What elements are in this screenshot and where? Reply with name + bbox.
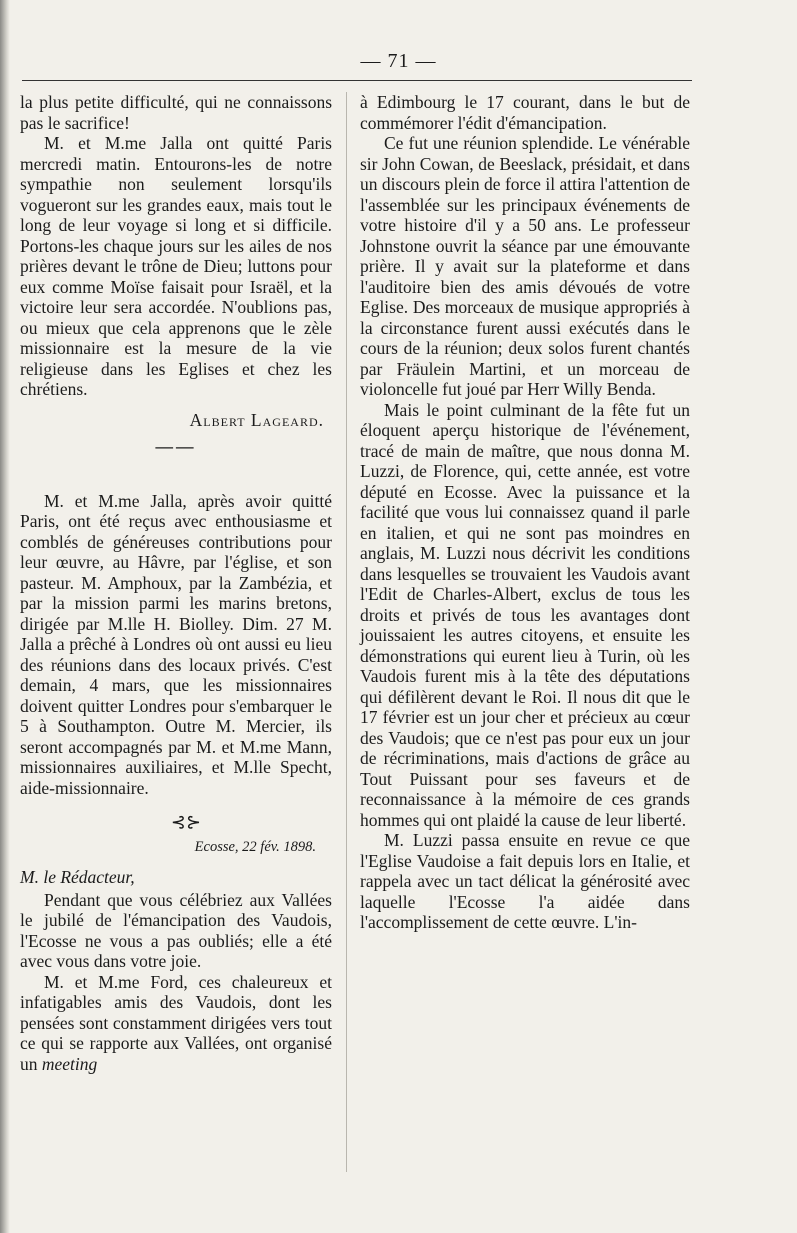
right-paragraph-2: Ce fut une réunion splendide. Le vénérable sir John Cowan, de Beeslack, présidait, et dans un discours plein de force il attira l'attention de l'assemblée sur les principaux événements de votre histoire d'il y a 50 ans. Le professeur Johnstone ouvrit la séance par une émouvante prière. Il y avait sur la plateforme et dans l'auditoire bien des amis dévoués de votre Eglise. Des morceaux de musique appropriés à la circonstance furent aussi exécutés dans le cours de la réunion; deux solos furent chantés par Fräulein Martini, et un morceau de violoncelle fut joué par Herr Willy Benda. — [360, 133, 690, 399]
left-paragraph-5 — [20, 972, 332, 1075]
column-divider — [346, 92, 347, 1172]
letter-dateline: Ecosse, 22 fév. 1898. — [194, 838, 316, 855]
left-paragraph-2: M. et M.me Jalla ont quitté Paris mercredi matin. Entourons-les de notre sympathie non seulement lorsqu'ils vogueront sur les grandes eaux, mais tout le long de leur voyage si long et si difficile. Portons-les chaque jours sur les ailes de nos prières devant le trône de Dieu; luttons pour eux comme Moïse faisait pour Israël, et la victoire leur sera accordée. N'oublions pas, ou mieux que cela apprenons que le zèle missionnaire est la mesure de la vie religieuse dans les Eglises et chez les chrétiens. — [20, 133, 332, 399]
spacer — [20, 469, 332, 491]
left-paragraph-3: M. et M.me Jalla, après avoir quitté Paris, ont été reçus avec enthousiasme et comblés de généreuses contributions pour leur œuvre, au Hâvre, par l'église, et son pasteur. M. Amphoux, par la Zambézia, et par la mission parmi les marins bretons, dirigée par M.lle H. Biolley. Dim. 27 M. Jalla a prêché à Londres où ont aussi eu lieu des réunions dans des locaux privés. C'est demain, 4 mars, que les missionnaires doivent quitter Londres pour s'embarquer le 5 à Southampton. Outre M. Mercier, ils seront accompagnés par M. et M.me Mann, missionnaires auxiliaires, et M.lle Specht, aide-missionnaire. — [20, 490, 332, 798]
left-column — [20, 92, 332, 1074]
left-paragraph-5-text: M. et M.me Ford, ces chaleureux et infatigables amis des Vaudois, dont les pensées sont constamment dirigées vers tout ce qui se rapporte aux Vallées, ont organisé un — [20, 971, 332, 1074]
left-paragraph-1: la plus petite difficulté, qui ne connaissons pas le sacrifice! — [20, 92, 332, 133]
ornament-divider: ⊰⊱ — [170, 812, 202, 832]
right-paragraph-3: Mais le point culminant de la fête fut un éloquent aperçu historique de l'événement, tracé de main de maître, que nous donna M. Luzzi, de Florence, qui, cette année, est votre député en Ecosse. Avec la puissance et la facilité que vous lui connaissez quand il parle en italien, et qui ne sont pas moindres en anglais, M. Luzzi nous décrivit les conditions dans lesquelles se trouvaient les Vaudois avant l'Edit de Charles-Albert, exclus de tous les droits et privés de tous les avantages dont jouissaient les autres citoyens, et ensuite les démonstrations qui eurent lieu à Turin, où les Vaudois furent mis à la tête des députations qui défilèrent devant le Roi. Il nous dit que le 17 février est un jour cher et précieux au cœur des Vaudois; que ce n'est pas pour eux un jour de récriminations, mais d'actions de grâce au Tout Puissant pour ses faveurs et de reconnaissance à la mémoire de ces grands hommes qui ont plaidé la cause de leur liberté. — [360, 399, 690, 830]
author-signature: Albert Lageard. — [189, 409, 324, 430]
letter-salutation: M. le Rédacteur, — [20, 867, 135, 887]
meeting-emphasis: meeting — [41, 1053, 98, 1074]
scan-edge — [0, 0, 10, 1233]
right-column — [360, 92, 690, 933]
section-dash: —— — [155, 436, 197, 456]
left-paragraph-4: Pendant que vous célébriez aux Vallées le jubilé de l'émancipation des Vaudois, l'Ecosse ne vous a pas oubliés; elle a été avec vous dans votre joie. — [20, 889, 332, 971]
right-paragraph-1: à Edimbourg le 17 courant, dans le but de commémorer l'édit d'émancipation. — [360, 92, 690, 133]
header-rule — [22, 80, 692, 81]
page-number: — 71 — — [360, 50, 437, 72]
right-paragraph-4: M. Luzzi passa ensuite en revue ce que l'Eglise Vaudoise a fait depuis lors en Italie, et rappela avec un tact délicat la générosité avec laquelle l'Ecosse l'a aidée dans l'accomplissement de cette œuvre. L'in- — [360, 830, 690, 932]
